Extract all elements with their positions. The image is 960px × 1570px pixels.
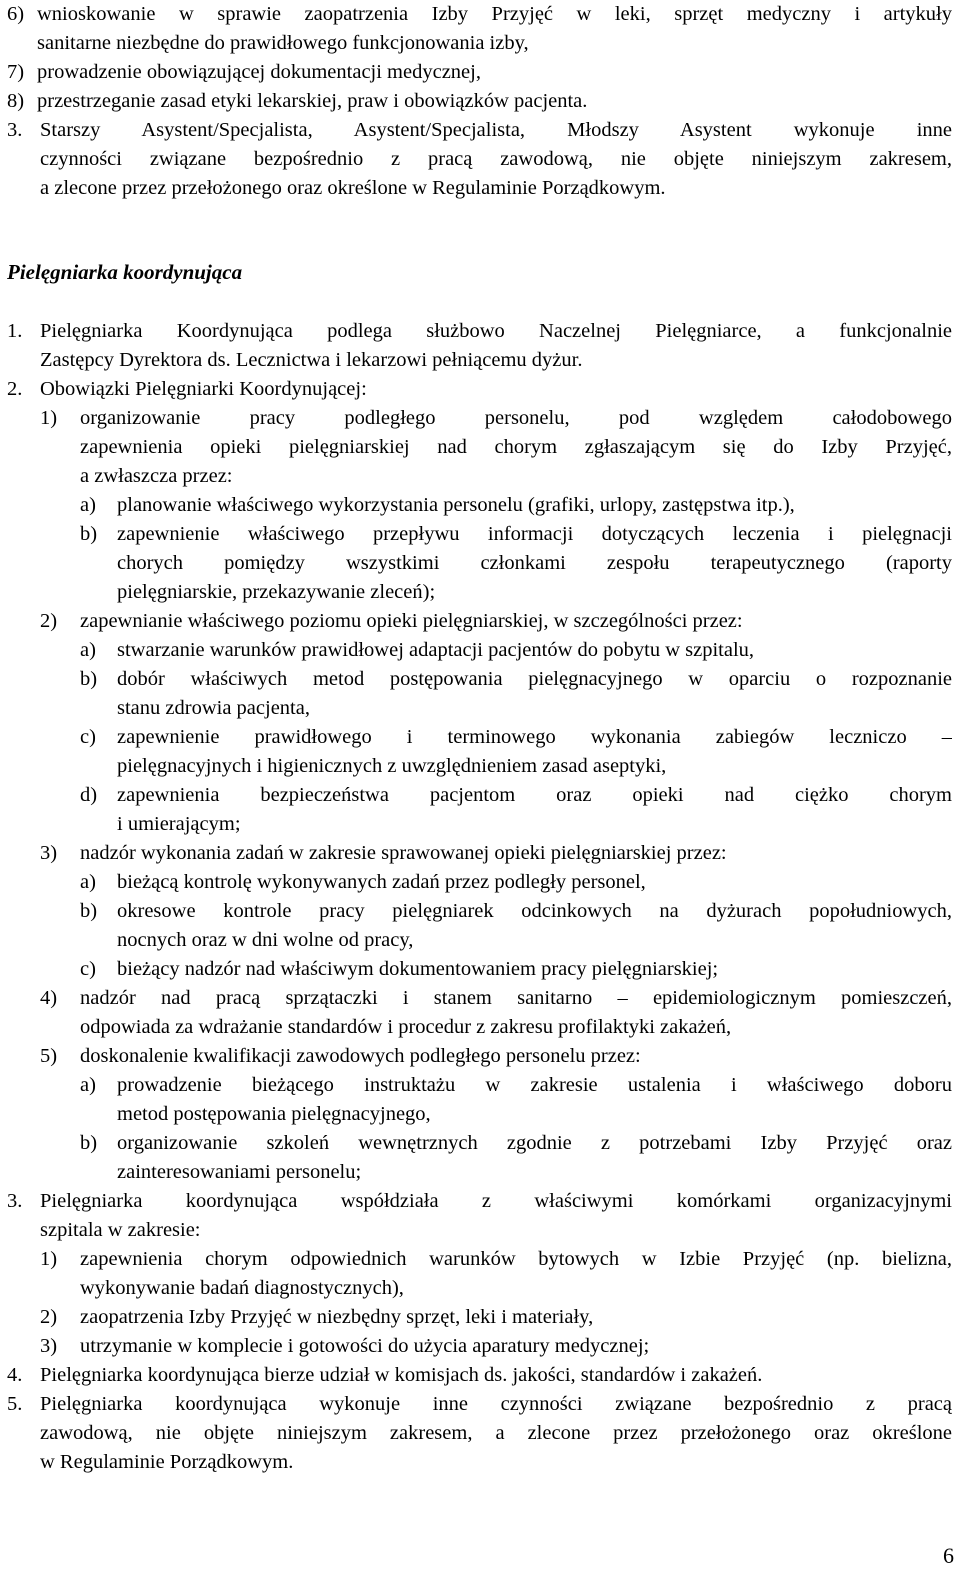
- list-item: [0, 87, 960, 116]
- item-text: zapewnienie właściwego przepływu informacji dotyczących leczenia i pielęgnacji: [117, 523, 952, 545]
- item-letter: a): [80, 871, 96, 893]
- sub-item-continuation: [0, 926, 960, 955]
- item-text: organizowanie pracy podległego personelu, pod względem całodobowego: [80, 407, 952, 429]
- item-number: 1): [40, 1248, 58, 1270]
- list-item-continuation: [0, 29, 960, 58]
- list-item: [0, 404, 960, 433]
- item-text: zapewnienia opieki pielęgniarskiej nad chorym zgłaszającym się do Izby Przyjęć,: [80, 436, 952, 458]
- sub-item: [0, 491, 960, 520]
- paragraph: [0, 116, 960, 145]
- item-number: 2): [40, 1306, 58, 1328]
- item-text: wnioskowanie w sprawie zaopatrzenia Izby Przyjęć w leki, sprzęt medyczny i artykuły: [37, 3, 952, 25]
- item-text: przestrzeganie zasad etyki lekarskiej, praw i obowiązków pacjenta.: [37, 90, 588, 112]
- sub-item: [0, 1129, 960, 1158]
- item-text: zaopatrzenia Izby Przyjęć w niezbędny sprzęt, leki i materiały,: [80, 1306, 594, 1328]
- list-item: [0, 1042, 960, 1071]
- item-number: 6): [7, 3, 25, 25]
- sub-item: [0, 723, 960, 752]
- item-text: prowadzenie bieżącego instruktażu w zakresie ustalenia i właściwego doboru: [117, 1074, 952, 1096]
- item-text: utrzymanie w komplecie i gotowości do użycia aparatury medycznej;: [80, 1335, 650, 1357]
- sub-item: [0, 781, 960, 810]
- item-text: sanitarne niezbędne do prawidłowego funkcjonowania izby,: [37, 32, 529, 54]
- paragraph-text: Zastępcy Dyrektora ds. Lecznictwa i lekarzowi pełniącemu dyżur.: [40, 349, 583, 371]
- paragraph-text: Starszy Asystent/Specjalista, Asystent/Specjalista, Młodszy Asystent wykonuje inne: [40, 119, 952, 141]
- list-item-continuation: [0, 462, 960, 491]
- item-text: wykonywanie badań diagnostycznych),: [80, 1277, 404, 1299]
- paragraph-continuation: [0, 1448, 960, 1477]
- sub-item: [0, 1071, 960, 1100]
- item-text: doskonalenie kwalifikacji zawodowych podległego personelu przez:: [80, 1045, 641, 1067]
- sub-item-continuation: [0, 810, 960, 839]
- item-letter: c): [80, 726, 96, 748]
- sub-item: [0, 868, 960, 897]
- paragraph-number: 4.: [7, 1364, 23, 1386]
- paragraph-number: 2.: [7, 378, 23, 400]
- item-text: organizowanie szkoleń wewnętrznych zgodnie z potrzebami Izby Przyjęć oraz: [117, 1132, 952, 1154]
- item-text: bieżący nadzór nad właściwym dokumentowaniem pracy pielęgniarskiej;: [117, 958, 719, 980]
- item-number: 2): [40, 610, 58, 632]
- sub-item: [0, 955, 960, 984]
- list-item: [0, 0, 960, 29]
- item-letter: a): [80, 1074, 96, 1096]
- item-text: nadzór wykonania zadań w zakresie sprawowanej opieki pielęgniarskiej przez:: [80, 842, 727, 864]
- sub-item: [0, 636, 960, 665]
- list-item: [0, 839, 960, 868]
- item-text: nadzór nad pracą sprzątaczki i stanem sanitarno – epidemiologicznym pomieszczeń,: [80, 987, 952, 1009]
- paragraph: [0, 1390, 960, 1419]
- item-text: metod postępowania pielęgnacyjnego,: [117, 1103, 431, 1125]
- item-text: planowanie właściwego wykorzystania personelu (grafiki, urlopy, zastępstwa itp.),: [117, 494, 795, 516]
- paragraph-continuation: [0, 346, 960, 375]
- item-number: 7): [7, 61, 25, 83]
- list-item: [0, 1332, 960, 1361]
- item-text: stwarzanie warunków prawidłowej adaptacji pacjentów do pobytu w szpitalu,: [117, 639, 755, 661]
- list-item-continuation: [0, 433, 960, 462]
- paragraph-text: Pielęgniarka koordynująca bierze udział w komisjach ds. jakości, standardów i zakażeń.: [40, 1364, 763, 1386]
- item-number: 8): [7, 90, 25, 112]
- sub-item: [0, 665, 960, 694]
- item-text: chorych pomiędzy wszystkimi członkami zespołu terapeutycznego (raporty: [117, 552, 952, 574]
- item-text: odpowiada za wdrażanie standardów i procedur z zakresu profilaktyki zakażeń,: [80, 1016, 732, 1038]
- sub-item: [0, 520, 960, 549]
- item-text: pielęgniarskie, przekazywanie zleceń);: [117, 581, 436, 603]
- list-item: [0, 1303, 960, 1332]
- page-number: 6: [943, 1543, 954, 1568]
- item-text: bieżącą kontrolę wykonywanych zadań przez podległy personel,: [117, 871, 646, 893]
- paragraph-continuation: [0, 174, 960, 203]
- item-letter: b): [80, 523, 98, 545]
- item-text: zapewnienia bezpieczeństwa pacjentom oraz opieki nad ciężko chorym: [117, 784, 952, 806]
- paragraph-continuation: [0, 1419, 960, 1448]
- item-number: 5): [40, 1045, 58, 1067]
- paragraph-text: Pielęgniarka Koordynująca podlega służbowo Naczelnej Pielęgniarce, a funkcjonalnie: [40, 320, 952, 342]
- paragraph-text: Obowiązki Pielęgniarki Koordynującej:: [40, 378, 367, 400]
- item-text: okresowe kontrole pracy pielęgniarek odcinkowych na dyżurach popołudniowych,: [117, 900, 952, 922]
- paragraph-text: szpitala w zakresie:: [40, 1219, 201, 1241]
- item-text: stanu zdrowia pacjenta,: [117, 697, 310, 719]
- paragraph: [0, 1361, 960, 1390]
- sub-item-continuation: [0, 694, 960, 723]
- sub-item-continuation: [0, 1100, 960, 1129]
- sub-item-continuation: [0, 1158, 960, 1187]
- item-text: zapewnianie właściwego poziomu opieki pielęgniarskiej, w szczególności przez:: [80, 610, 743, 632]
- item-letter: a): [80, 639, 96, 661]
- sub-item-continuation: [0, 752, 960, 781]
- paragraph: [0, 375, 960, 404]
- sub-item-continuation: [0, 578, 960, 607]
- paragraph-text: czynności związane bezpośrednio z pracą zawodową, nie objęte niniejszym zakresem,: [40, 148, 952, 170]
- item-letter: b): [80, 900, 98, 922]
- list-item: [0, 1245, 960, 1274]
- item-text: i umierającym;: [117, 813, 241, 835]
- paragraph-text: zawodową, nie objęte niniejszym zakresem, a zlecone przez przełożonego oraz określone: [40, 1422, 952, 1444]
- item-text: a zwłaszcza przez:: [80, 465, 233, 487]
- list-item: [0, 607, 960, 636]
- paragraph-text: a zlecone przez przełożonego oraz określone w Regulaminie Porządkowym.: [40, 177, 666, 199]
- item-text: zapewnienie prawidłowego i terminowego wykonania zabiegów leczniczo –: [117, 726, 952, 748]
- item-number: 3): [40, 842, 58, 864]
- paragraph-continuation: [0, 145, 960, 174]
- list-item-continuation: [0, 1274, 960, 1303]
- paragraph-number: 3.: [7, 1190, 23, 1212]
- item-text: pielęgnacyjnych i higienicznych z uwzględnieniem zasad aseptyki,: [117, 755, 667, 777]
- paragraph: [0, 1187, 960, 1216]
- item-number: 4): [40, 987, 58, 1009]
- sub-item: [0, 897, 960, 926]
- paragraph-number: 5.: [7, 1393, 23, 1415]
- item-letter: c): [80, 958, 96, 980]
- item-letter: b): [80, 668, 98, 690]
- paragraph-text: Pielęgniarka koordynująca współdziała z właściwymi komórkami organizacyjnymi: [40, 1190, 952, 1212]
- paragraph-text: Pielęgniarka koordynująca wykonuje inne czynności związane bezpośrednio z pracą: [40, 1393, 952, 1415]
- list-item-continuation: [0, 1013, 960, 1042]
- paragraph-number: 3.: [7, 119, 23, 141]
- item-letter: b): [80, 1132, 98, 1154]
- item-number: 3): [40, 1335, 58, 1357]
- item-number: 1): [40, 407, 58, 429]
- sub-item-continuation: [0, 549, 960, 578]
- paragraph: [0, 317, 960, 346]
- list-item: [0, 984, 960, 1013]
- section-heading: Pielęgniarka koordynująca: [7, 260, 243, 284]
- paragraph-text: w Regulaminie Porządkowym.: [40, 1451, 294, 1473]
- item-text: zainteresowaniami personelu;: [117, 1161, 362, 1183]
- item-text: zapewnienia chorym odpowiednich warunków bytowych w Izbie Przyjęć (np. bielizna,: [80, 1248, 952, 1270]
- list-item: [0, 58, 960, 87]
- item-text: prowadzenie obowiązującej dokumentacji medycznej,: [37, 61, 481, 83]
- paragraph-continuation: [0, 1216, 960, 1245]
- item-letter: a): [80, 494, 96, 516]
- paragraph-number: 1.: [7, 320, 23, 342]
- item-letter: d): [80, 784, 98, 806]
- item-text: nocnych oraz w dni wolne od pracy,: [117, 929, 414, 951]
- item-text: dobór właściwych metod postępowania pielęgnacyjnego w oparciu o rozpoznanie: [117, 668, 952, 690]
